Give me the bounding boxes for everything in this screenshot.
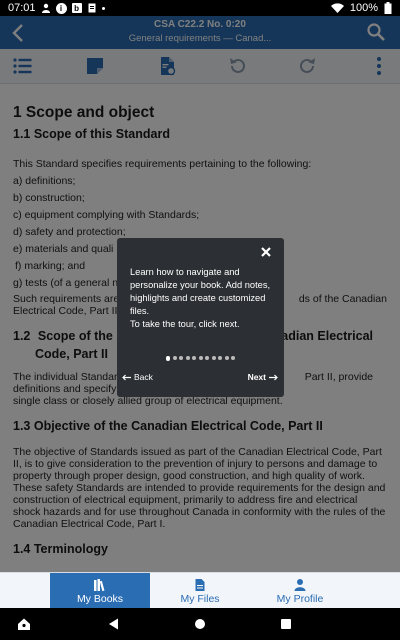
tab-my-books[interactable] [50, 573, 150, 609]
tab-label: My Profile [276, 592, 324, 605]
tab-label: My Books [76, 592, 124, 605]
battery-icon [384, 2, 392, 14]
close-icon[interactable] [260, 246, 272, 258]
status-time: 07:01 [8, 2, 36, 14]
tour-step-dot [186, 356, 190, 360]
tab-my-profile[interactable] [250, 573, 350, 609]
recents-square-icon[interactable] [279, 617, 293, 631]
status-bar [0, 0, 400, 16]
b-icon: b [72, 3, 82, 13]
back-triangle-icon[interactable] [107, 617, 121, 631]
books-icon [93, 578, 107, 592]
tour-popup [117, 238, 284, 397]
arrow-right-icon [269, 374, 278, 381]
tab-label: My Files [180, 592, 220, 605]
home-icon[interactable] [17, 617, 31, 631]
system-nav-bar [0, 608, 400, 640]
tour-line: personalize your book. Add notes, [130, 280, 271, 290]
home-circle-icon[interactable] [193, 617, 207, 631]
tour-back-button[interactable] [122, 372, 153, 382]
tour-step-dot [218, 356, 222, 360]
tour-back-label: Back [134, 372, 153, 382]
tour-step-dot [199, 356, 203, 360]
tour-line: To take the tour, click next. [130, 319, 240, 329]
document-icon [87, 3, 97, 13]
dot-icon [102, 7, 105, 10]
tour-step-dot [173, 356, 177, 360]
tour-next-label: Next [247, 372, 266, 382]
tour-progress-dots [117, 356, 284, 361]
tour-step-dot [192, 356, 196, 360]
tour-message [130, 266, 275, 331]
arrow-left-icon [122, 374, 131, 381]
tour-step-dot [212, 356, 216, 360]
tour-step-dot [179, 356, 183, 360]
battery-text: 100% [349, 2, 378, 14]
tour-line: highlights and create customized [130, 293, 266, 303]
profile-icon [293, 578, 307, 592]
person-icon [41, 3, 51, 13]
file-icon [193, 578, 207, 592]
tour-step-dot [205, 356, 209, 360]
tour-line: Learn how to navigate and [130, 267, 240, 277]
tab-my-files[interactable] [150, 573, 250, 609]
tour-step-dot [166, 356, 171, 361]
tour-line: files. [130, 306, 150, 316]
tour-step-dot [231, 356, 235, 360]
bottom-tab-bar [0, 572, 400, 608]
tour-step-dot [225, 356, 229, 360]
wifi-icon [331, 3, 344, 13]
tour-next-button[interactable] [248, 372, 278, 382]
info-icon: i [56, 3, 67, 14]
